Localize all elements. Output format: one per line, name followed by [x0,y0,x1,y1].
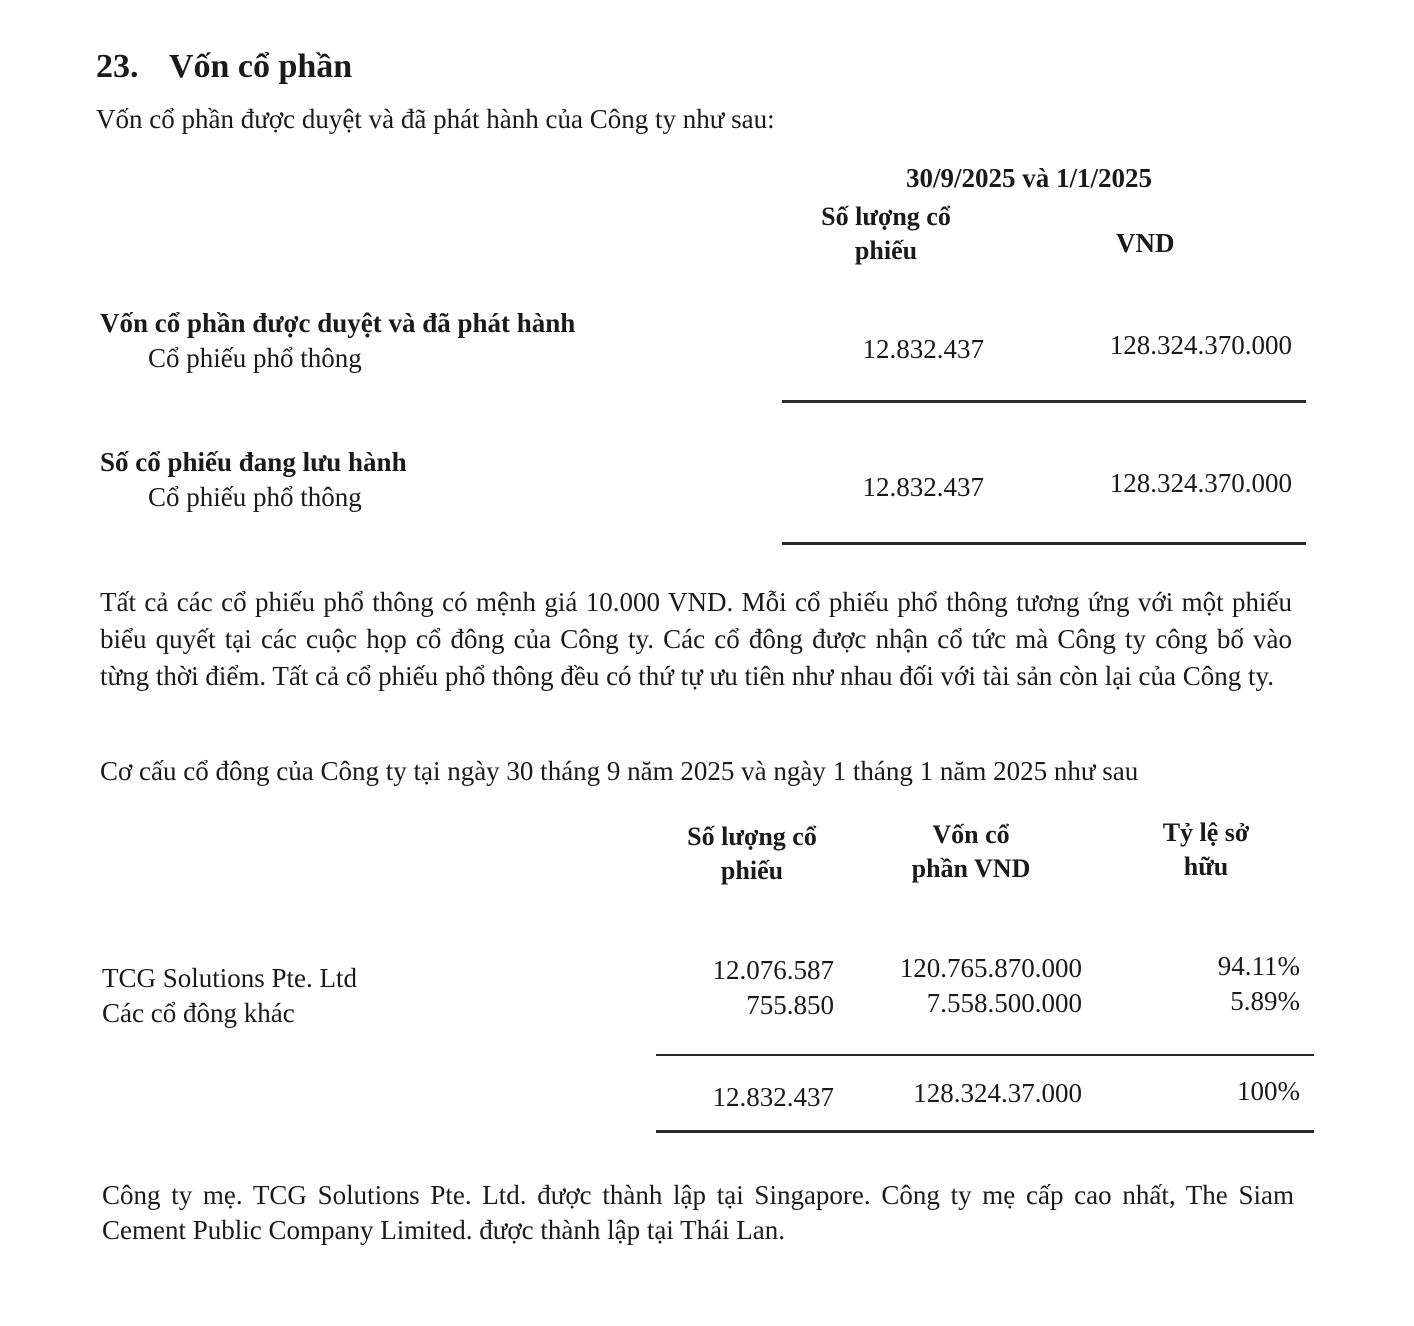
capital-row-vnd: 128.324.370.000 [1109,468,1292,498]
capital-col-vnd: VND [1116,228,1175,258]
shareholder-name: Các cổ đông khác [102,998,295,1028]
capital-row-sublabel: Cổ phiếu phổ thông [148,482,362,512]
shareholder-ratio: 5.89% [1230,986,1300,1016]
capital-row-heading: Số cổ phiếu đang lưu hành [100,447,407,477]
capital-period-header: 30/9/2025 và 1/1/2025 [906,163,1153,193]
capital-row-underline [782,542,1306,545]
shareholder-capital: 7.558.500.000 [926,988,1082,1018]
shareholder-subtotal-rule [656,1054,1314,1056]
capital-row-vnd: 128.324.370.000 [1109,330,1292,360]
shareholder-intro: Cơ cấu cổ đông của Công ty tại ngày 30 tháng 9 năm 2025 và ngày 1 tháng 1 năm 2025 như sau [100,756,1139,786]
capital-col-shares: Số lượng cổ phiếu [821,202,951,265]
capital-row-shares: 12.832.437 [862,334,984,364]
shareholder-col-ratio: Tỷ lệ sở hữu [1162,818,1250,881]
parent-company-paragraph: Công ty mẹ. TCG Solutions Pte. Ltd. được thành lập tại Singapore. Công ty mẹ cấp cao nhất, The Siam Cement Public Company Limited. được thành lập tại Thái Lan. [102,1180,1294,1245]
section-title [96,48,352,86]
shareholder-col-shares: Số lượng cổ phiếu [687,822,817,885]
capital-row-shares: 12.832.437 [862,472,984,502]
capital-row-sublabel: Cổ phiếu phổ thông [148,343,362,373]
capital-row-heading: Vốn cổ phần được duyệt và đã phát hành [100,308,576,338]
section-title-text: Vốn cổ phần [168,48,353,85]
shareholder-col-capital: Vốn cổ phần VND [911,820,1031,883]
shareholder-ratio: 94.11% [1217,951,1300,981]
section-number: 23. [96,48,139,85]
section-intro: Vốn cổ phần được duyệt và đã phát hành của Công ty như sau: [96,104,775,134]
capital-row-underline [782,400,1306,403]
shareholder-total-capital: 128.324.37.000 [913,1078,1082,1108]
shareholder-name: TCG Solutions Pte. Ltd [102,963,358,993]
shareholder-shares: 12.076.587 [712,955,834,985]
shareholder-capital: 120.765.870.000 [899,953,1082,983]
shareholder-total-ratio: 100% [1237,1076,1300,1106]
shareholder-shares: 755.850 [746,990,834,1020]
shareholder-total-shares: 12.832.437 [712,1082,834,1112]
shareholder-total-rule [656,1130,1314,1133]
par-value-paragraph: Tất cả các cổ phiếu phổ thông có mệnh giá 10.000 VND. Mỗi cổ phiếu phổ thông tương ứng với một phiếu biểu quyết tại các cuộc họp cổ đông của Công ty. Các cổ đông được nhận cổ tức mà Công ty công bố vào từng thời điểm. Tất cả cổ phiếu phổ thông đều có thứ tự ưu tiên như nhau đối với tài sản còn lại của Công ty. [100,587,1292,691]
cut-off-top-line [860,0,1290,4]
